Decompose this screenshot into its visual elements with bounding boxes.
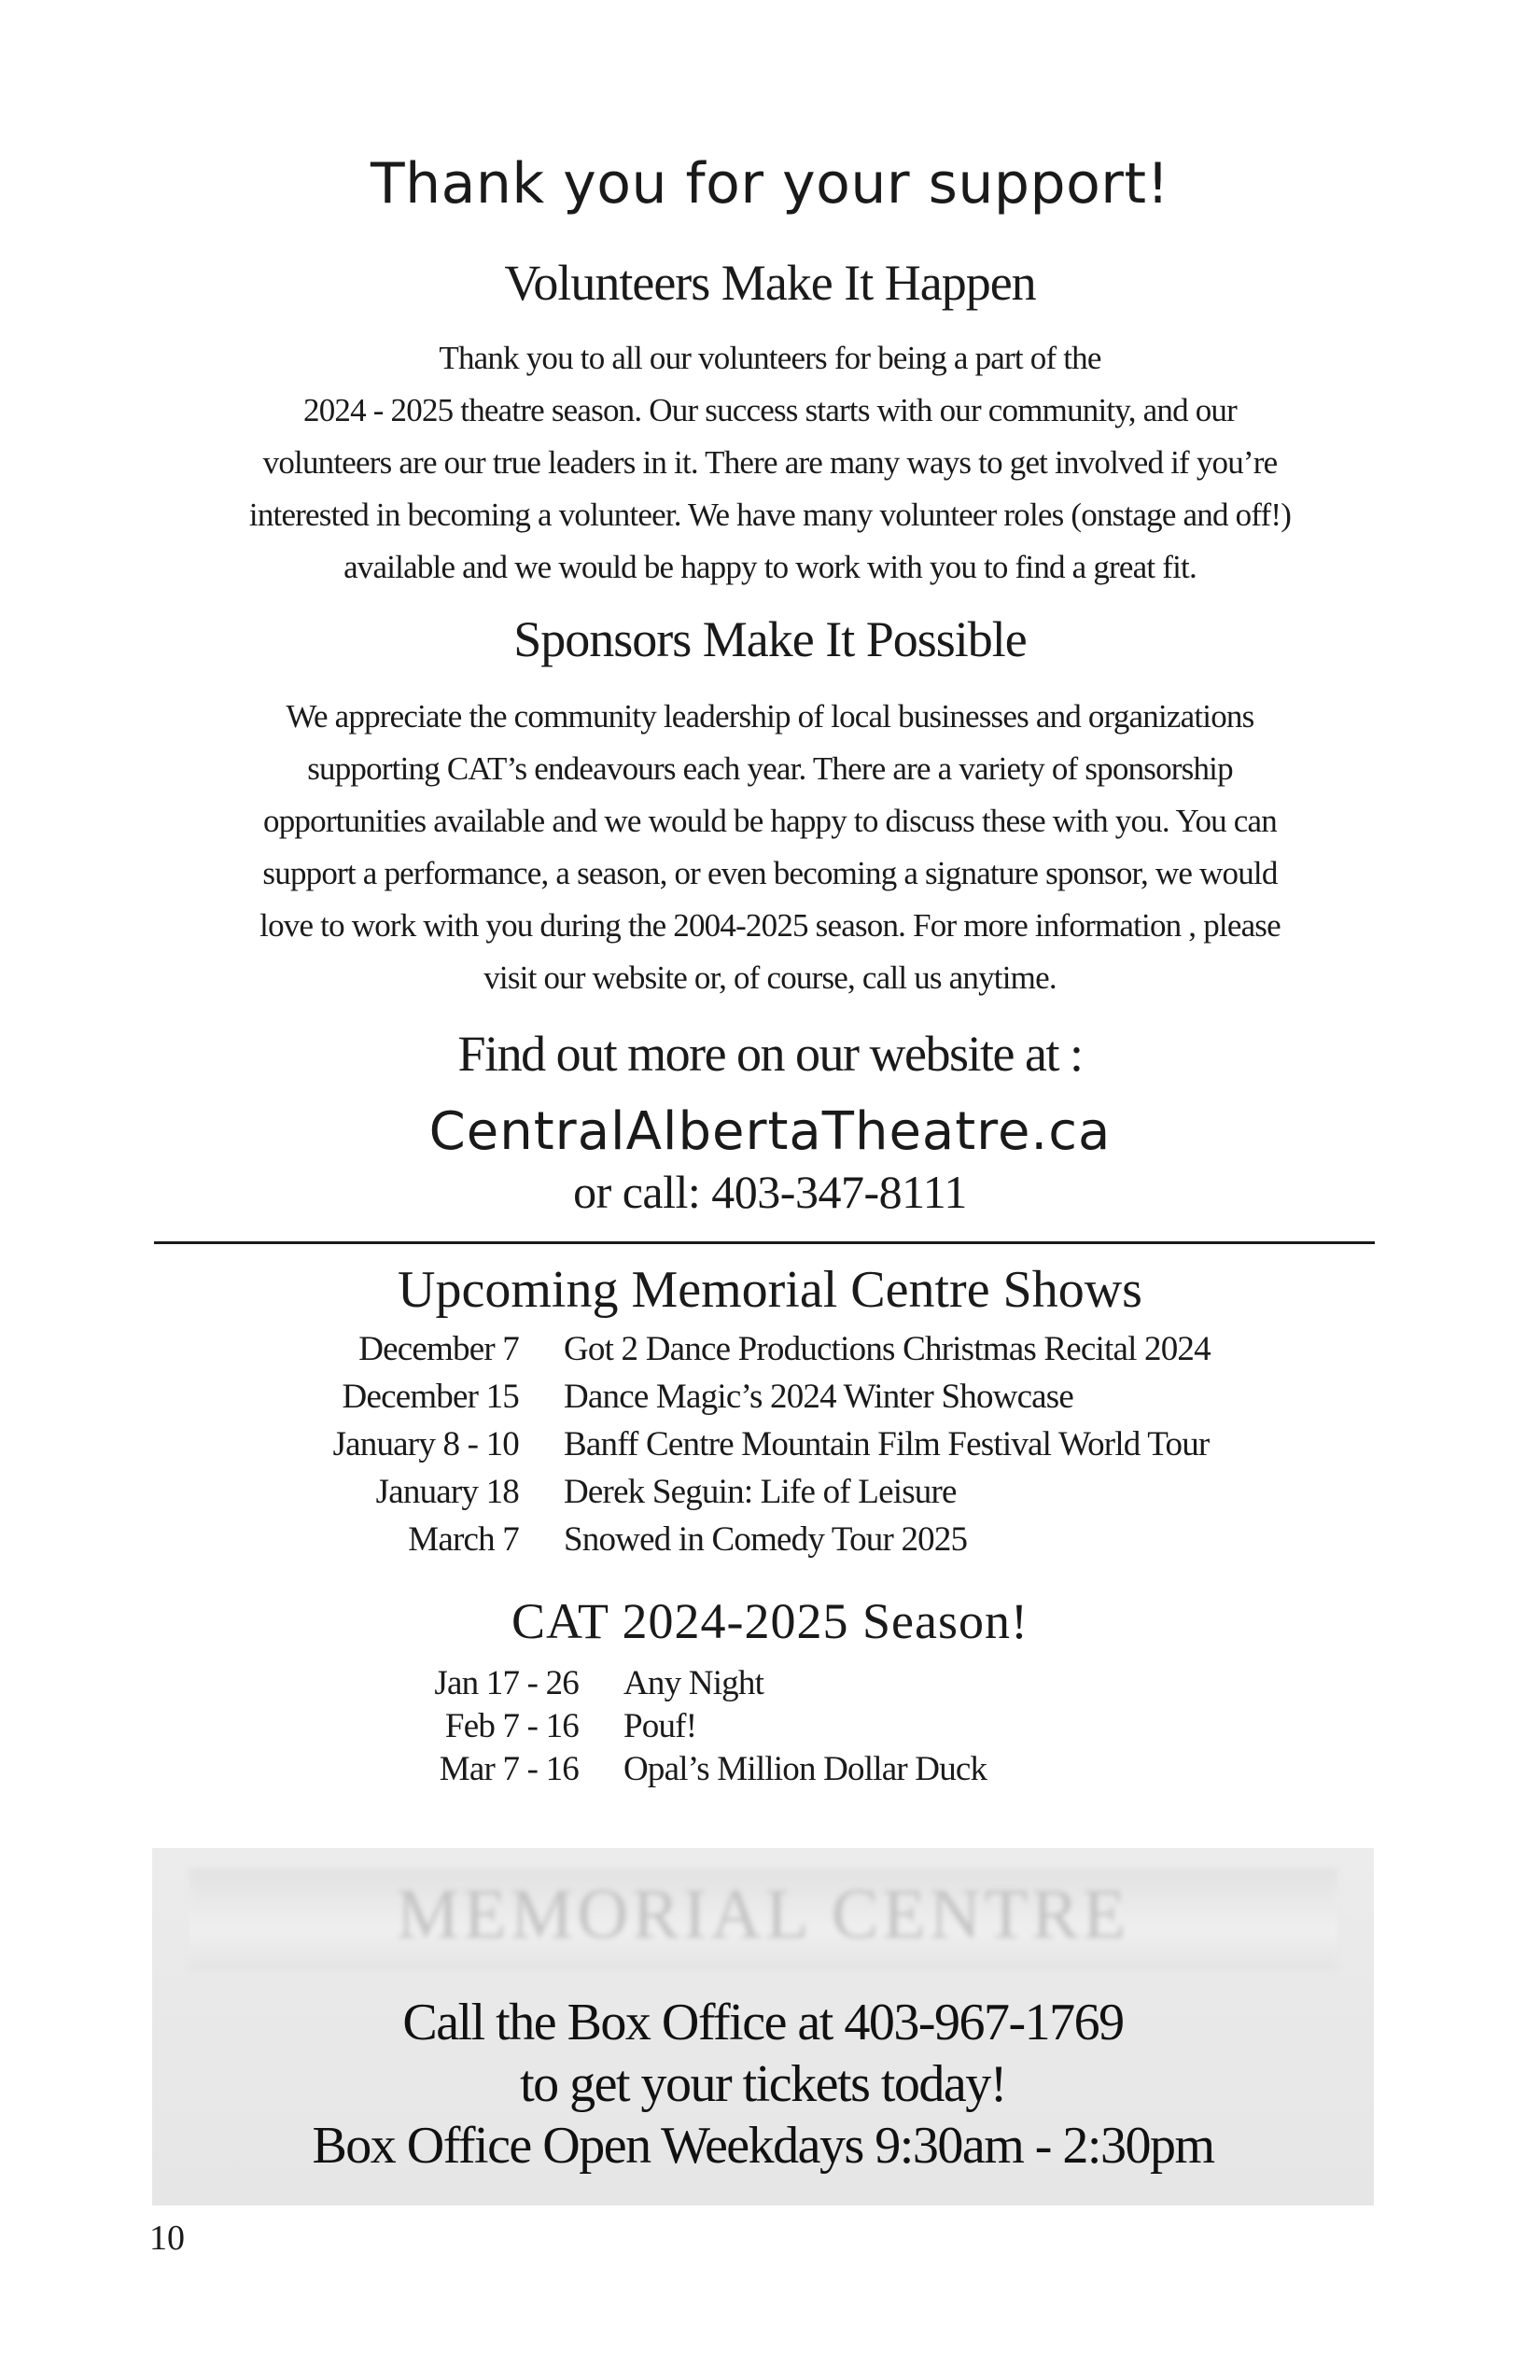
box-office-line: to get your tickets today!	[520, 2055, 1006, 2113]
show-date: December 7	[358, 1330, 519, 1368]
sponsors-line: love to work with you during the 2004-2025 season. For more information , please	[259, 907, 1281, 944]
show-row	[0, 1519, 1540, 1568]
season-title: Pouf!	[623, 1707, 697, 1745]
sponsors-paragraph	[0, 691, 1540, 1004]
sponsors-line: visit our website or, of course, call us anytime.	[483, 959, 1057, 996]
box-office-line: Box Office Open Weekdays 9:30am - 2:30pm	[312, 2117, 1214, 2175]
show-date: January 8 - 10	[332, 1425, 519, 1463]
volunteers-line: interested in becoming a volunteer. We have many volunteer roles (onstage and off!)	[248, 497, 1292, 533]
volunteers-heading: Volunteers Make It Happen	[504, 255, 1036, 311]
sponsors-line: opportunities available and we would be happy to discuss these with you. You can	[263, 803, 1277, 839]
season-row	[0, 1706, 1540, 1755]
box-office-line: Call the Box Office at 403-967-1769	[402, 1994, 1124, 2051]
page-title: Thank you for your support!	[370, 151, 1170, 217]
show-title: Banff Centre Mountain Film Festival World Tour	[564, 1425, 1210, 1463]
section-divider	[154, 1241, 1375, 1244]
show-date: March 7	[408, 1520, 519, 1559]
show-title: Dance Magic’s 2024 Winter Showcase	[564, 1378, 1074, 1416]
show-date: December 15	[342, 1378, 519, 1416]
show-title: Got 2 Dance Productions Christmas Recital 2024	[564, 1330, 1211, 1368]
volunteers-line: Thank you to all our volunteers for being a part of the	[439, 340, 1101, 376]
show-title: Snowed in Comedy Tour 2025	[564, 1520, 968, 1559]
memorial-shows-heading: Upcoming Memorial Centre Shows	[398, 1261, 1142, 1319]
website-heading: Find out more on our website at :	[457, 1026, 1083, 1082]
box-office-banner	[152, 1848, 1374, 2205]
sponsors-line: supporting CAT’s endeavours each year. There are a variety of sponsorship	[307, 750, 1233, 787]
page-number: 10	[149, 2219, 185, 2258]
memorial-centre-sign: MEMORIAL CENTRE	[396, 1875, 1130, 1953]
season-row	[0, 1749, 1540, 1798]
show-title: Derek Seguin: Life of Leisure	[564, 1473, 957, 1511]
volunteers-paragraph	[0, 332, 1540, 594]
season-title: Any Night	[623, 1664, 764, 1702]
show-date: January 18	[375, 1473, 519, 1511]
season-date: Feb 7 - 16	[444, 1707, 579, 1745]
volunteers-line: 2024 - 2025 theatre season. Our success starts with our community, and our	[303, 392, 1237, 428]
show-row	[0, 1377, 1540, 1425]
season-date: Mar 7 - 16	[439, 1750, 579, 1788]
season-date: Jan 17 - 26	[434, 1664, 579, 1702]
season-heading: CAT 2024-2025 Season!	[511, 1593, 1029, 1649]
phone-line: or call: 403-347-8111	[573, 1166, 967, 1218]
volunteers-line: volunteers are our true leaders in it. There are many ways to get involved if you’re	[262, 444, 1278, 481]
sponsors-heading: Sponsors Make It Possible	[513, 611, 1027, 667]
season-title: Opal’s Million Dollar Duck	[623, 1750, 987, 1788]
website-url: CentralAlbertaTheatre.ca	[428, 1101, 1112, 1162]
sponsors-line: support a performance, a season, or even becoming a signature sponsor, we would	[262, 855, 1278, 891]
show-row	[0, 1424, 1540, 1473]
show-row	[0, 1472, 1540, 1520]
sponsors-line: We appreciate the community leadership of local businesses and organizations	[286, 698, 1254, 735]
box-office-text	[152, 1992, 1374, 2177]
season-row	[0, 1663, 1540, 1712]
volunteers-line: available and we would be happy to work with you to find a great fit.	[343, 549, 1197, 585]
show-row	[0, 1329, 1540, 1378]
